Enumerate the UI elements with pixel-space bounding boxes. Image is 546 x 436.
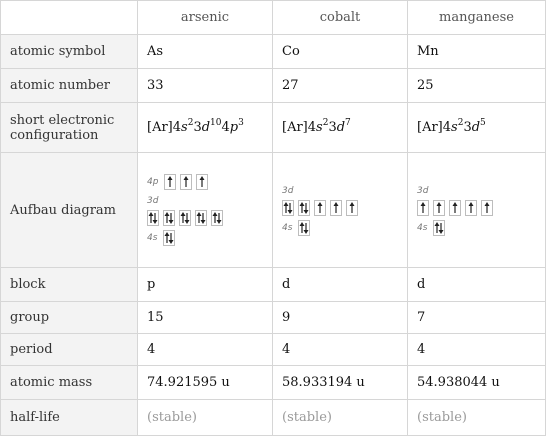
row-label: period [1,334,138,366]
row-block [1,268,546,302]
cell-value: (stable) [273,400,408,436]
row-group [1,302,546,334]
orbital-box [211,210,223,226]
electron-count: 2 [322,117,329,128]
orbital-box [314,200,326,216]
subshell-label: 4s [417,223,428,233]
aufbau-cell [138,153,273,268]
row-label: Aufbau diagram [1,153,138,268]
config-orbital: $4s^2$ [172,117,194,135]
row-half-life [1,400,546,436]
config-orbital: $4p^3$ [221,117,244,135]
orbital-box [163,210,175,226]
cell-value: 33 [138,69,273,103]
spin-up-arrow-icon [199,176,205,188]
row-period [1,334,546,366]
config-core: [Ar] [417,120,443,135]
config-orbital: $3d^7$ [328,117,351,135]
cell-value: 58.933194 u [273,366,408,400]
row-label: atomic mass [1,366,138,400]
config-orbital: $3d^{10}$ [193,117,222,135]
electron-pair-icon [212,212,222,224]
orbital-box [417,200,429,216]
spin-up-arrow-icon [468,202,474,214]
orbital-box [147,210,159,226]
orbital-box [298,220,310,236]
orbital-box [298,200,310,216]
aufbau-diagram [147,174,263,246]
corner-cell [1,1,138,35]
header-row [1,1,546,35]
config-core: [Ar] [147,120,173,135]
cell-value: 54.938044 u [408,366,546,400]
row-label: atomic number [1,69,138,103]
electron-pair-icon [196,212,206,224]
aufbau-diagram [417,186,536,236]
cell-value: Co [273,35,408,69]
subshell-row [147,210,263,226]
aufbau-cell [273,153,408,268]
electron-pair-icon [299,202,309,214]
orbital-box [282,200,294,216]
orbital-box [196,174,208,190]
electron-pair-icon [283,202,293,214]
electron-pair-icon [148,212,158,224]
row-label: block [1,268,138,302]
column-header-arsenic: arsenic [138,1,273,35]
cell-value: 74.921595 u [138,366,273,400]
column-header-cobalt: cobalt [273,1,408,35]
spin-up-arrow-icon [167,176,173,188]
subshell-row [147,230,263,246]
row-atomic-number [1,69,546,103]
cell-value: 7 [408,302,546,334]
electron-count: 2 [187,117,194,128]
spin-up-arrow-icon [317,202,323,214]
orbital-box [163,230,175,246]
spin-up-arrow-icon [420,202,426,214]
electron-count: 3 [238,117,244,128]
orbital-box [164,174,176,190]
cell-value: Mn [408,35,546,69]
orbital-box [179,210,191,226]
subshell-label: 4p [147,177,159,187]
orbital-box [195,210,207,226]
electron-count: 10 [210,117,222,128]
cell-value: 25 [408,69,546,103]
subshell-row [282,200,398,216]
orbital-box [433,200,445,216]
orbital-box [346,200,358,216]
row-label: half-life [1,400,138,436]
orbital-box [481,200,493,216]
config-orbital: $4s^2$ [307,117,329,135]
cell-value: 15 [138,302,273,334]
config-orbital: $4s^2$ [442,117,464,135]
subshell-label: 3d [417,186,429,196]
aufbau-cell [408,153,546,268]
subshell-label: 3d [282,186,294,196]
electron-pair-icon [434,222,444,234]
config-cell [138,103,273,153]
cell-value: d [408,268,546,302]
spin-up-arrow-icon [183,176,189,188]
config-core: [Ar] [282,120,308,135]
spin-up-arrow-icon [452,202,458,214]
orbital-box [180,174,192,190]
aufbau-diagram [282,186,398,236]
row-atomic-mass [1,366,546,400]
electron-pair-icon [299,222,309,234]
cell-value: d [273,268,408,302]
electron-count: 2 [457,117,464,128]
cell-value: 4 [408,334,546,366]
cell-value: 4 [138,334,273,366]
subshell-row [147,174,263,190]
spin-up-arrow-icon [333,202,339,214]
row-label: group [1,302,138,334]
config-cell [408,103,546,153]
orbital-box [433,220,445,236]
subshell-label: 3d [147,196,159,206]
subshell-label: 4s [147,233,158,243]
cell-value: As [138,35,273,69]
spin-up-arrow-icon [436,202,442,214]
cell-value: 27 [273,69,408,103]
electron-pair-icon [180,212,190,224]
row-atomic-symbol [1,35,546,69]
column-header-manganese: manganese [408,1,546,35]
orbital-box [465,200,477,216]
cell-value: 9 [273,302,408,334]
electron-count: 5 [480,117,486,128]
row-label: short electronic configuration [1,103,138,153]
subshell-row [417,220,536,236]
cell-value: (stable) [138,400,273,436]
row-electron-configuration [1,103,546,153]
subshell-label: 4s [282,223,293,233]
spin-up-arrow-icon [484,202,490,214]
cell-value: 4 [273,334,408,366]
subshell-row [282,220,398,236]
config-orbital: $3d^5$ [463,117,486,135]
electron-count: 7 [345,117,351,128]
row-label: atomic symbol [1,35,138,69]
config-cell [273,103,408,153]
subshell-row [417,200,536,216]
cell-value: p [138,268,273,302]
cell-value: (stable) [408,400,546,436]
orbital-box [449,200,461,216]
orbital-box [330,200,342,216]
electron-pair-icon [164,232,174,244]
spin-up-arrow-icon [349,202,355,214]
electron-pair-icon [164,212,174,224]
row-aufbau-diagram [1,153,546,268]
